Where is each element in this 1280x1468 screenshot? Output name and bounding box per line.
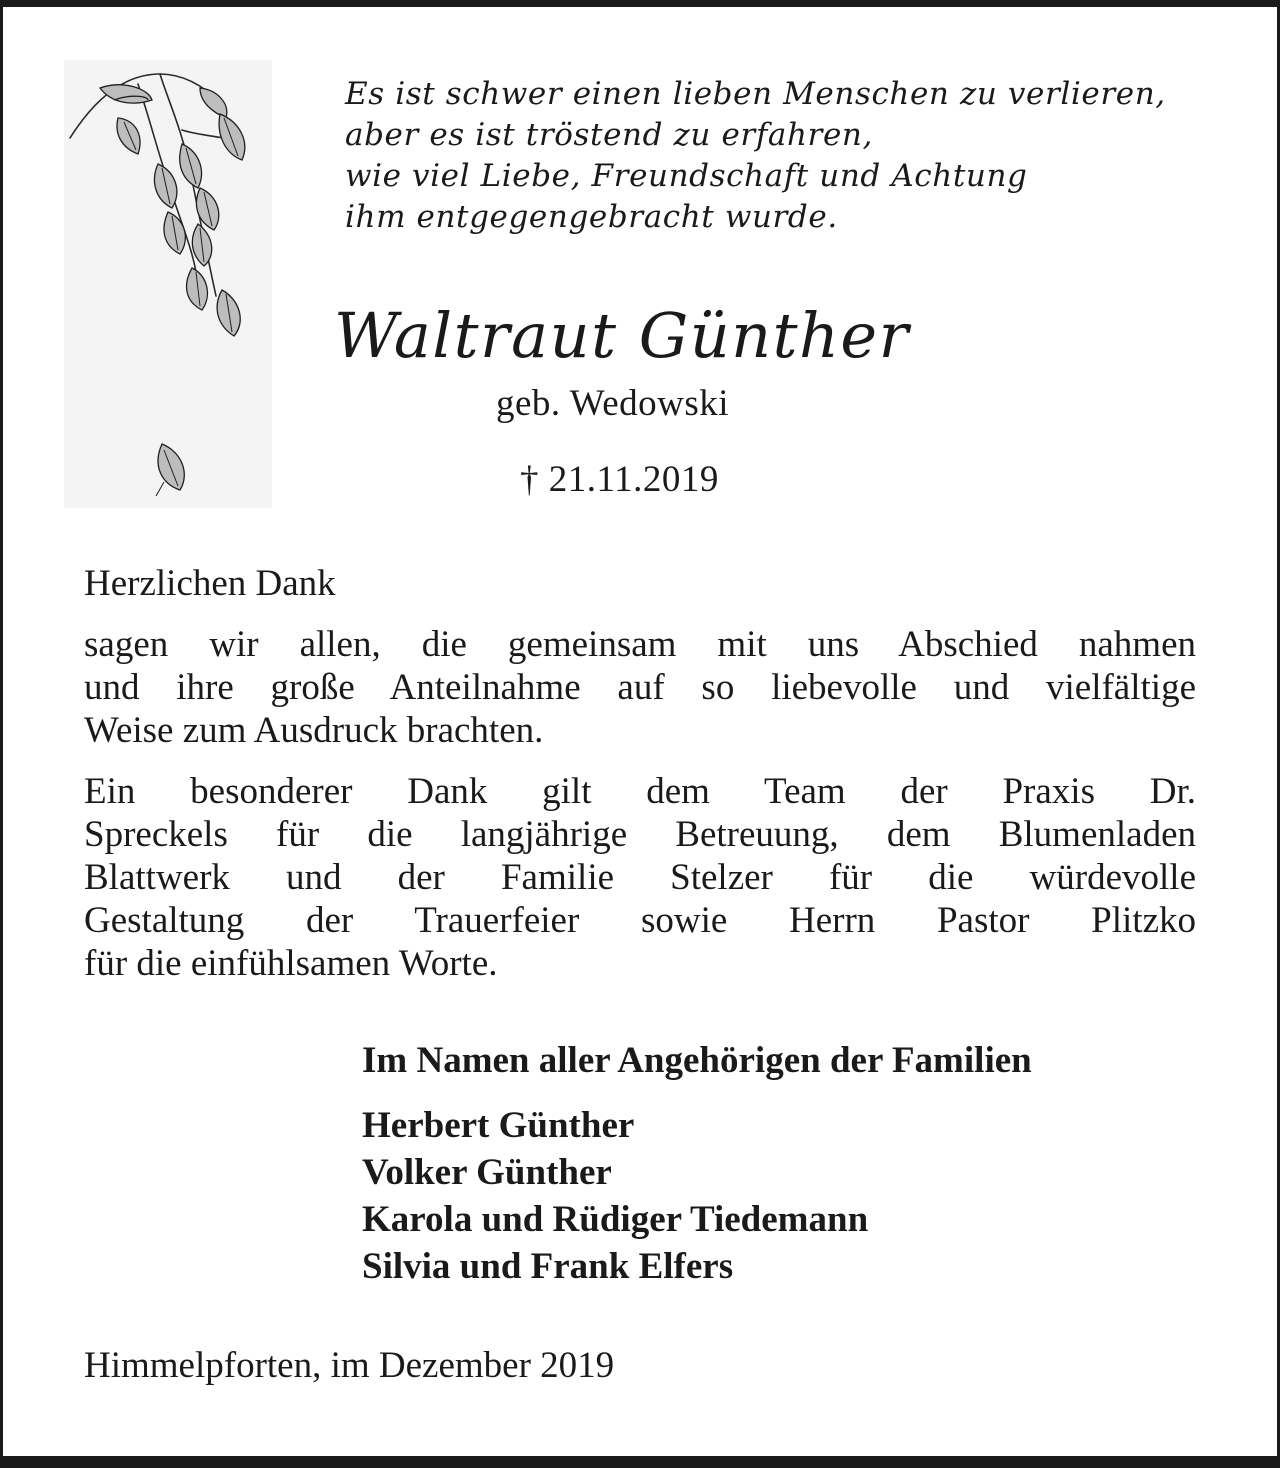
memorial-quote: [345, 74, 1225, 238]
quote-line: wie viel Liebe, Freundschaft und Achtung: [345, 158, 1028, 194]
quote-line: ihm entgegengebracht wurde.: [345, 199, 838, 235]
family-member: Volker Günther: [362, 1152, 612, 1193]
maiden-name: geb. Wedowski: [496, 383, 730, 424]
family-member: Karola und Rüdiger Tiedemann: [362, 1199, 869, 1240]
death-date: † 21.11.2019: [520, 459, 719, 500]
deceased-name: Waltraut Günther: [334, 299, 910, 372]
place-and-date: Himmelpforten, im Dezember 2019: [84, 1345, 615, 1386]
family-member: Silvia und Frank Elfers: [362, 1246, 734, 1287]
signoff-line: Im Namen aller Angehörigen der Familien: [362, 1040, 1032, 1081]
birch-branch-illustration: [64, 60, 272, 508]
text-line: Gestaltung der Trauerfeier sowie Herrn Pastor Plitzko: [84, 900, 1196, 941]
text-line: Blattwerk und der Familie Stelzer für die würdevolle: [84, 857, 1196, 898]
thanks-paragraph-2: [84, 770, 1196, 985]
text-line: für die einfühlsamen Worte.: [84, 943, 498, 984]
text-line: sagen wir allen, die gemeinsam mit uns Abschied nahmen: [84, 624, 1196, 665]
text-line: und ihre große Anteilnahme auf so liebevolle und vielfältige: [84, 667, 1196, 708]
text-line: Ein besonderer Dank gilt dem Team der Praxis Dr.: [84, 771, 1196, 812]
text-line: Spreckels für die langjährige Betreuung, dem Blumenladen: [84, 814, 1196, 855]
thanks-paragraph-1: [84, 623, 1196, 752]
family-names: [362, 1102, 868, 1290]
quote-line: Es ist schwer einen lieben Menschen zu verlieren,: [345, 76, 1166, 112]
quote-line: aber es ist tröstend zu erfahren,: [345, 117, 873, 153]
thanks-heading: Herzlichen Dank: [84, 563, 336, 604]
family-member: Herbert Günther: [362, 1105, 635, 1146]
text-line: Weise zum Ausdruck brachten.: [84, 710, 544, 751]
